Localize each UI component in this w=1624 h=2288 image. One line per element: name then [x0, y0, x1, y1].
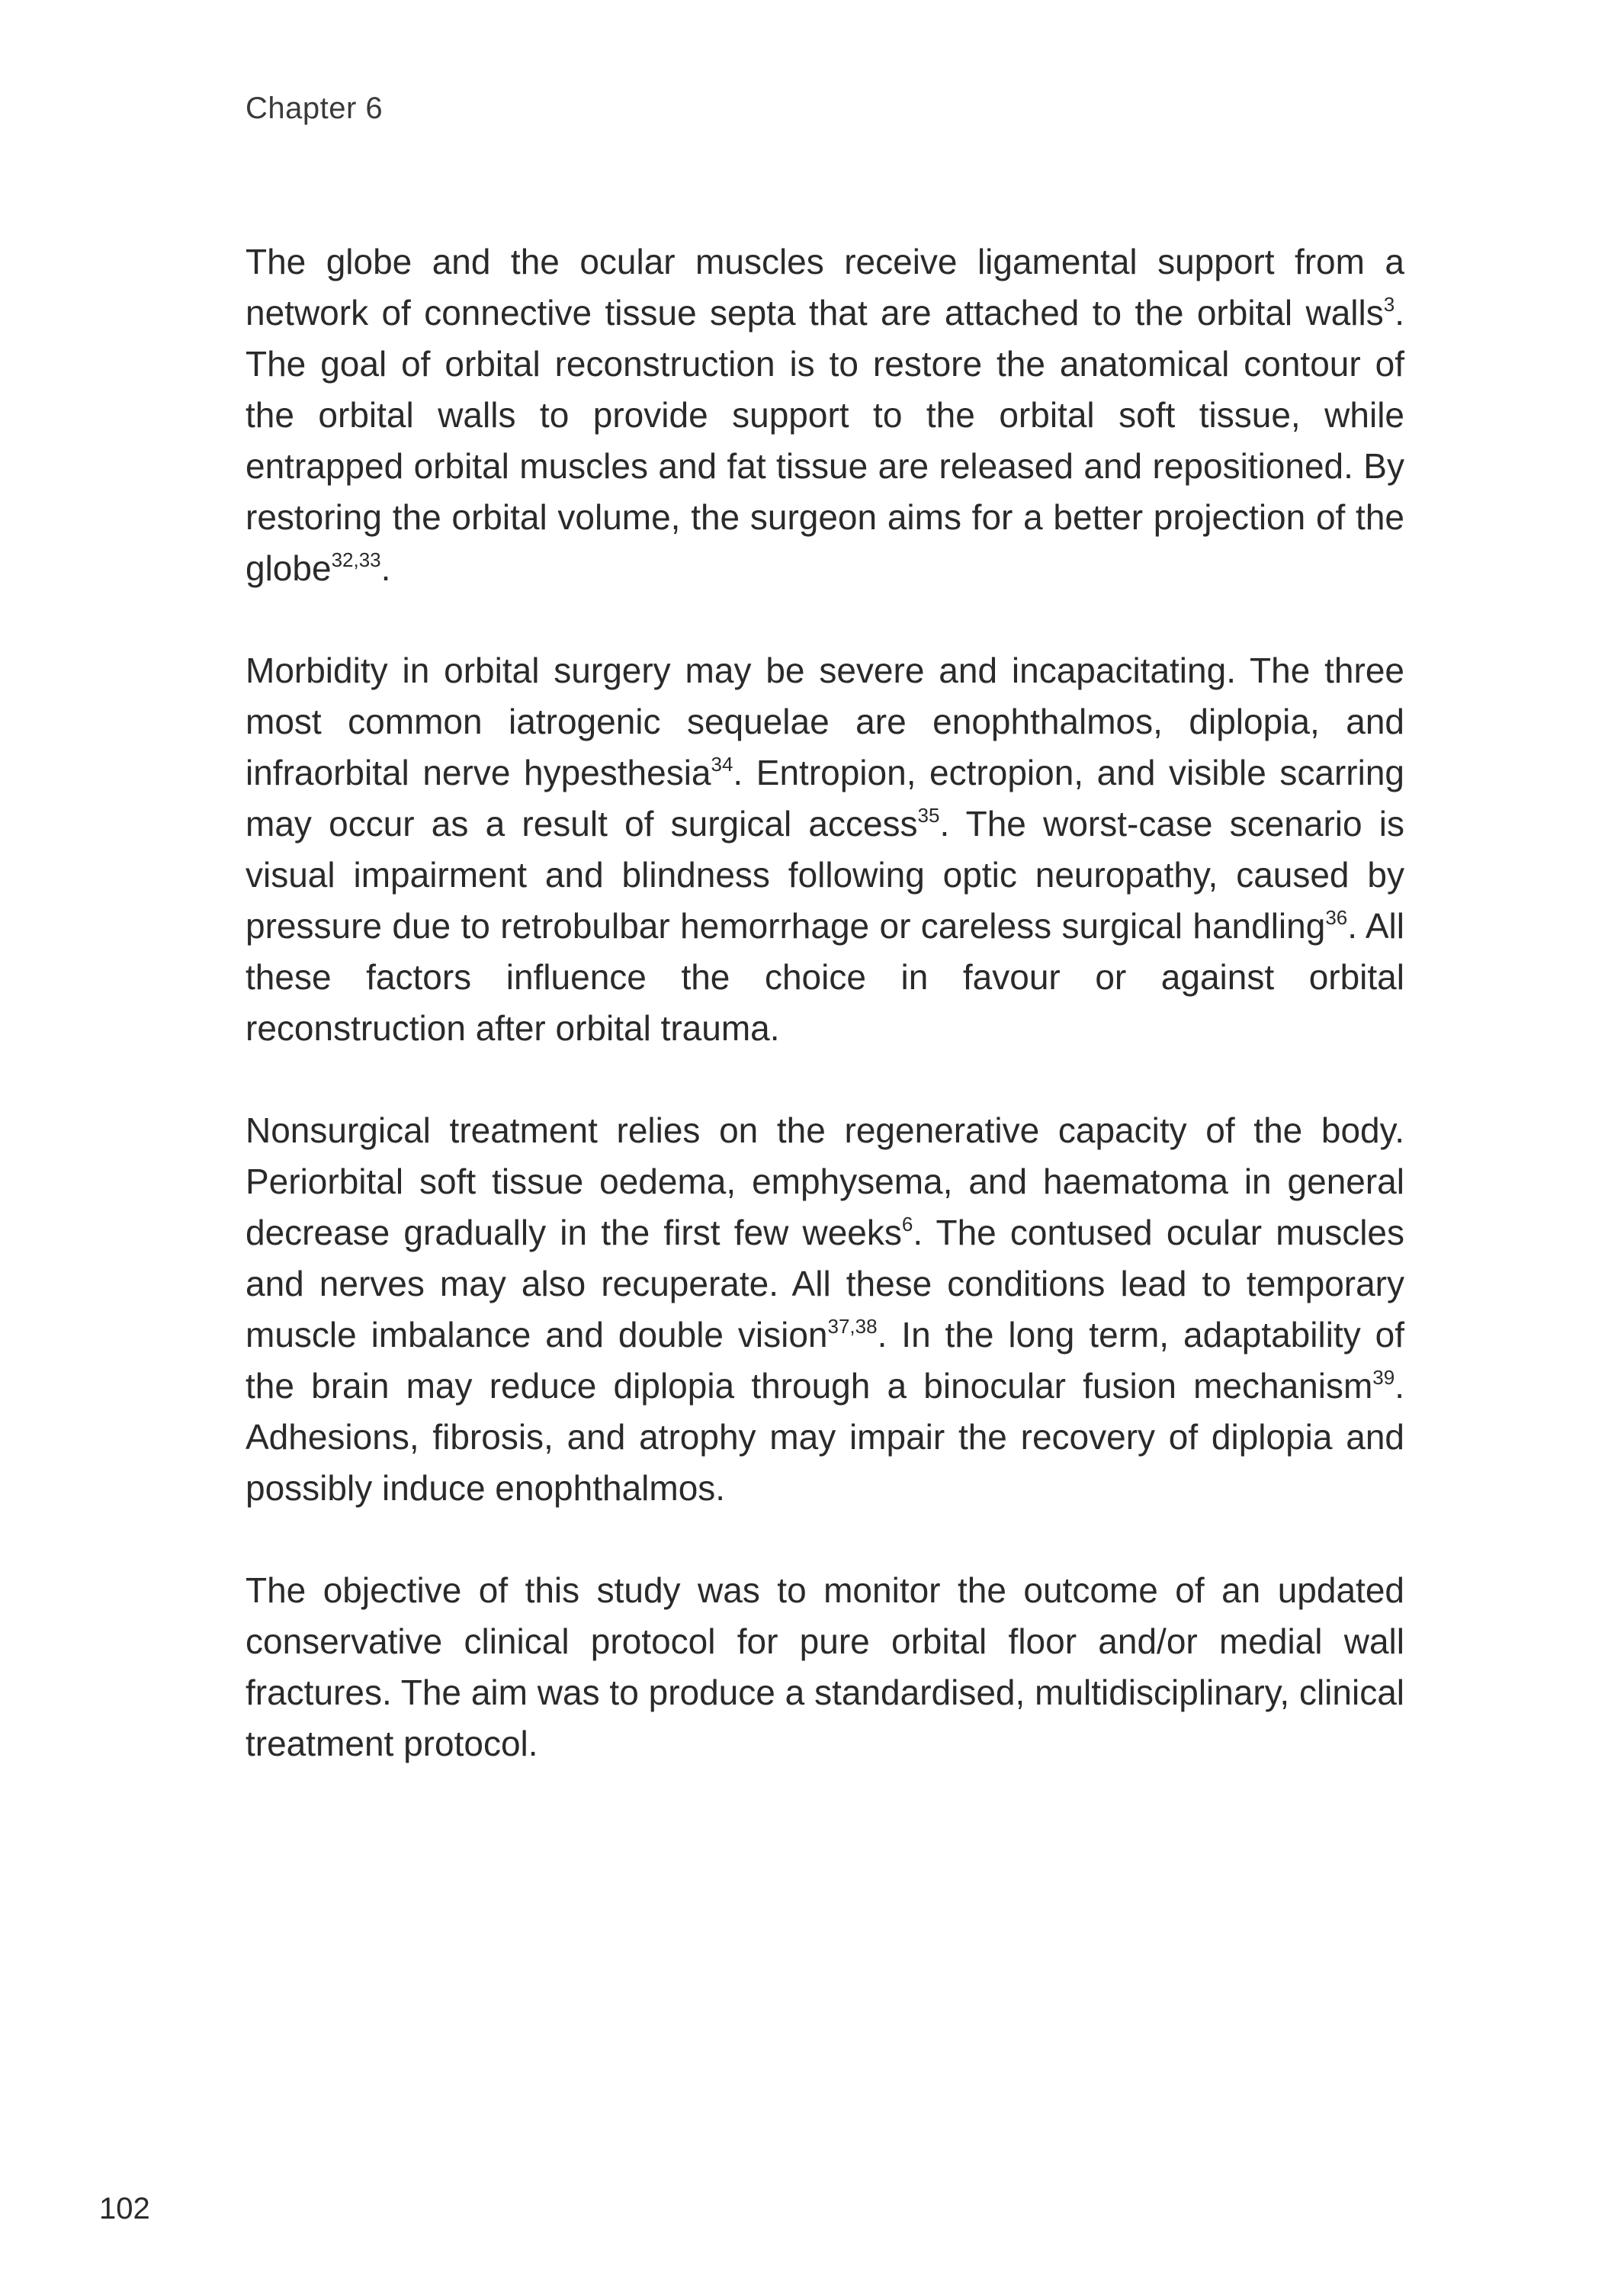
citation-superscript: 37,38	[827, 1315, 878, 1338]
citation-superscript: 35	[917, 804, 940, 827]
citation-superscript: 6	[901, 1213, 913, 1236]
text-segment: The objective of this study was to monitor the outcome of an updated conservative clinical protocol for pure orbital floor and/or medial wall fractures. The aim was to produce a standardised, multidisciplinary, clinical treatment protocol.	[246, 1570, 1404, 1763]
text-segment: . The contused ocular muscles and nerves may also recuperate. All these conditions lead to temporary muscle imbalance and double vision	[246, 1213, 1405, 1354]
paragraph-3	[246, 1105, 1404, 1514]
paragraph-4	[246, 1565, 1404, 1769]
running-head: Chapter 6	[246, 92, 384, 125]
text-segment: Nonsurgical treatment relies on the regenerative capacity of the body. Periorbital soft tissue oedema, emphysema, and haematoma in general decrease gradually in the first few weeks	[246, 1110, 1404, 1252]
citation-superscript: 3	[1383, 293, 1395, 316]
paragraph-1	[246, 236, 1404, 594]
page-number: 102	[99, 2192, 150, 2225]
text-segment: . The goal of orbital reconstruction is to restore the anatomical contour of the orbital walls to provide support to the orbital soft tissue, while entrapped orbital muscles and fat tissue are released and repositioned. By restoring the orbital volume, the surgeon aims for a better projection of the globe	[246, 293, 1404, 588]
text-segment: The globe and the ocular muscles receive ligamental support from a network of connective tissue septa that are attached to the orbital walls	[246, 242, 1404, 333]
text-segment: . The worst-case scenario is visual impairment and blindness following optic neuropathy, caused by pressure due to retrobulbar hemorrhage or careless surgical handling	[246, 804, 1404, 946]
text-segment: .	[380, 548, 391, 588]
text-segment: . All these factors influence the choice in favour or against orbital reconstruction after orbital trauma.	[246, 906, 1404, 1048]
body-text	[246, 236, 1404, 1820]
citation-superscript: 36	[1325, 906, 1348, 929]
text-segment: Morbidity in orbital surgery may be severe and incapacitating. The three most common iatrogenic sequelae are enophthalmos, diplopia, and infraorbital nerve hypesthesia	[246, 651, 1404, 792]
citation-superscript: 39	[1372, 1366, 1395, 1389]
text-segment: . In the long term, adaptability of the brain may reduce diplopia through a binocular fusion mechanism	[246, 1315, 1404, 1406]
citation-superscript: 32,33	[331, 548, 381, 571]
text-segment: . Adhesions, fibrosis, and atrophy may impair the recovery of diplopia and possibly induce enophthalmos.	[246, 1366, 1404, 1508]
citation-superscript: 34	[711, 753, 733, 776]
paragraph-2	[246, 645, 1404, 1054]
text-segment: . Entropion, ectropion, and visible scarring may occur as a result of surgical access	[246, 753, 1404, 844]
